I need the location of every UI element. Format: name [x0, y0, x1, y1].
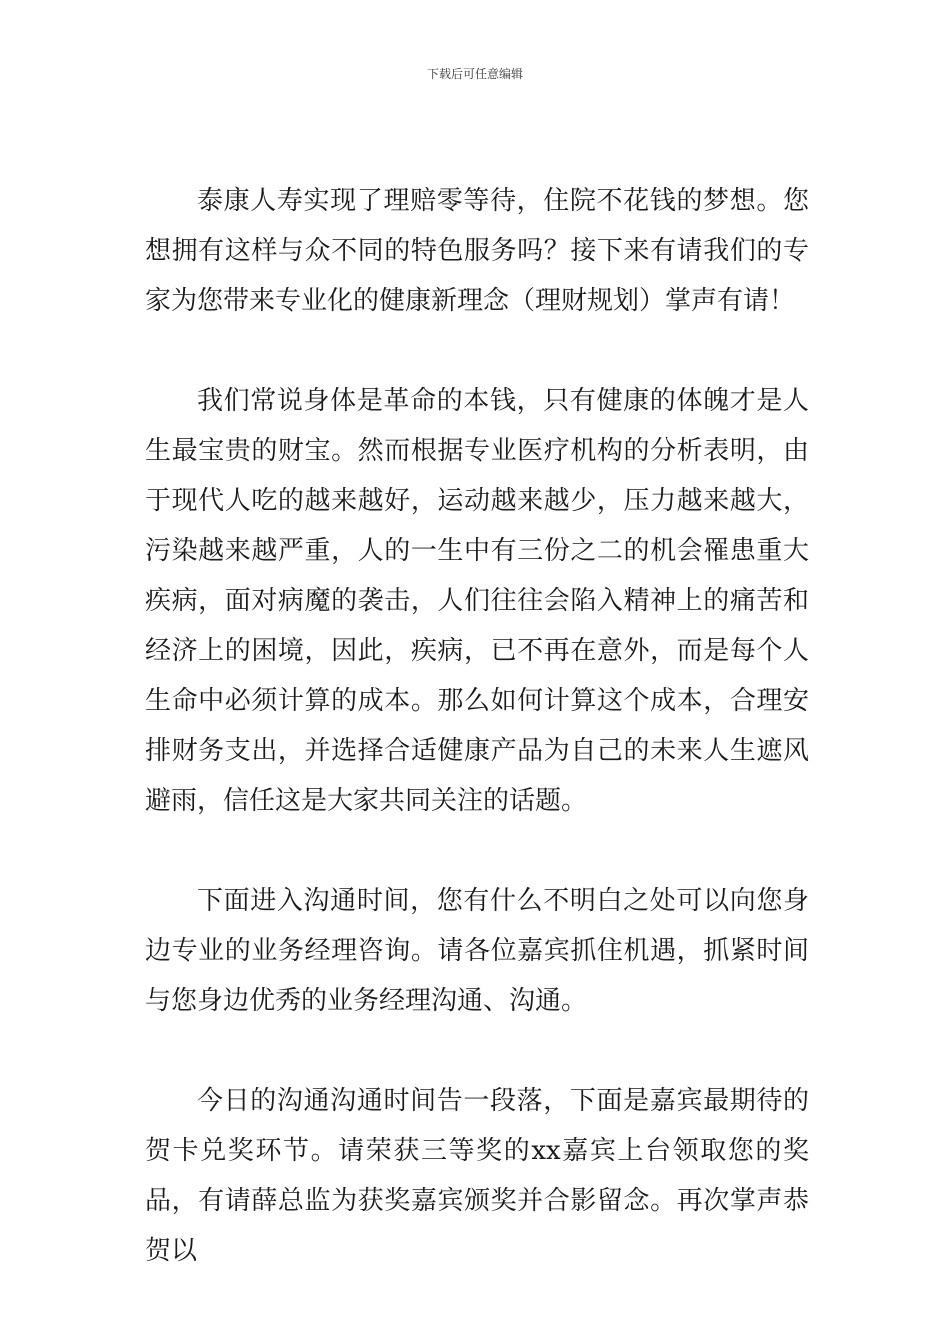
paragraph-2: 我们常说身体是革命的本钱，只有健康的体魄才是人生最宝贵的财宝。然而根据专业医疗机构的分析表明，由于现代人吃的越来越好，运动越来越少，压力越来越大，污染越来越严重，人的一生中有三份之二的机会罹患重大疾病，面对病魔的袭击，人们往往会陷入精神上的痛苦和经济上的困境，因此，疾病，已不再在意外，而是每个人生命中必须计算的成本。那么如何计算这个成本，合理安排财务支出，并选择合适健康产品为自己的未来人生遮风避雨，信任这是大家共同关注的话题。 [145, 386, 809, 816]
page-header-note: 下载后可任意编辑 [426, 67, 523, 81]
paragraph-1: 泰康人寿实现了理赔零等待，住院不花钱的梦想。您想拥有这样与众不同的特色服务吗？接下来有请我们的专家为您带来专业化的健康新理念（理财规划）掌声有请！ [145, 186, 809, 316]
paragraph-4: 今日的沟通沟通时间告一段落，下面是嘉宾最期待的贺卡兑奖环节。请荣获三等奖的xx嘉宾上台领取您的奖品，有请薛总监为获奖嘉宾颁奖并合影留念。再次掌声恭贺以 [145, 1086, 809, 1266]
document-body [145, 176, 809, 1276]
paragraph-3: 下面进入沟通时间，您有什么不明白之处可以向您身边专业的业务经理咨询。请各位嘉宾抓住机遇，抓紧时间与您身边优秀的业务经理沟通、沟通。 [145, 886, 809, 1016]
